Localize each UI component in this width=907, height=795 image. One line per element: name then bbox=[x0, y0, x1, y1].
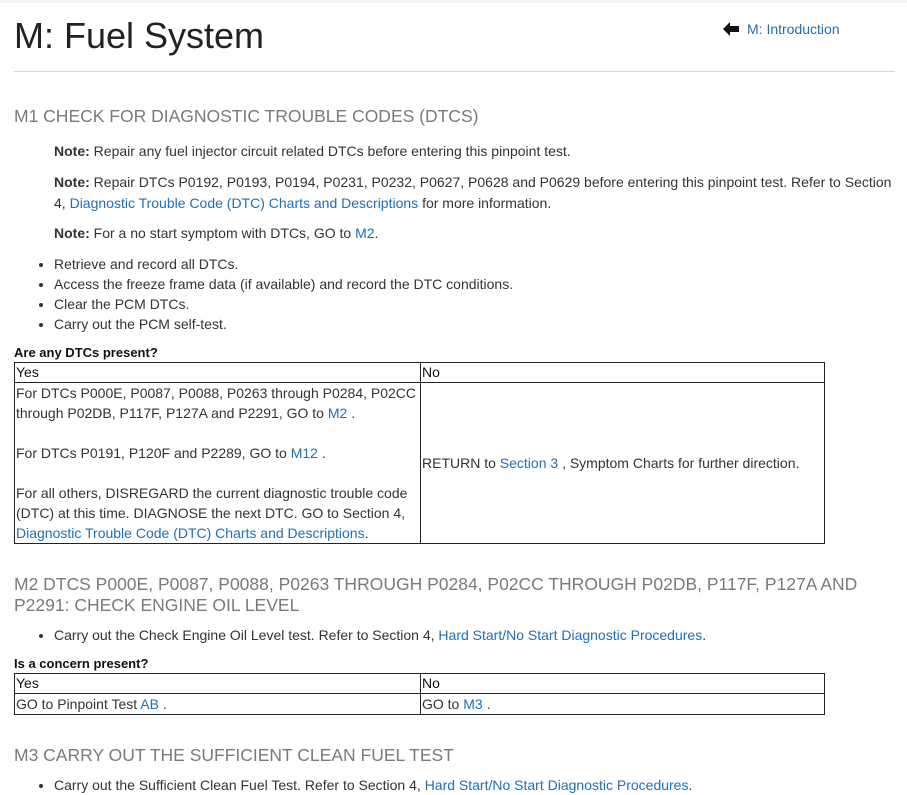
yes-p3-tail: . bbox=[364, 525, 369, 541]
question-m2: Is a concern present? bbox=[14, 656, 149, 671]
yes-p1-tail: . bbox=[351, 405, 356, 421]
note-1-text: Repair any fuel injector circuit related DTCs before entering this pinpoint test. bbox=[93, 143, 571, 159]
no-tail: . bbox=[486, 696, 491, 712]
m3-steps-list bbox=[14, 775, 894, 795]
no-text: GO to bbox=[422, 696, 460, 712]
m12-link[interactable]: M12 bbox=[290, 445, 318, 461]
m3-step-tail: . bbox=[688, 777, 693, 793]
yes-tail: . bbox=[162, 696, 167, 712]
note-2 bbox=[54, 172, 894, 214]
question-m1: Are any DTCs present? bbox=[14, 345, 158, 360]
yes-paragraph-2 bbox=[16, 443, 419, 463]
pinpoint-ab-link[interactable]: AB bbox=[140, 696, 159, 712]
yes-cell bbox=[15, 694, 421, 715]
m2-steps-list bbox=[14, 625, 894, 645]
back-link-introduction[interactable] bbox=[723, 21, 840, 37]
yes-paragraph-3 bbox=[16, 483, 419, 543]
top-border bbox=[0, 0, 907, 3]
note-1 bbox=[54, 141, 894, 162]
m2-link[interactable]: M2 bbox=[355, 225, 375, 241]
note-2-tail: for more information. bbox=[422, 195, 552, 211]
dtc-charts-link[interactable]: Diagnostic Trouble Code (DTC) Charts and Descriptions bbox=[69, 195, 419, 211]
main-content bbox=[14, 100, 894, 795]
note-3 bbox=[54, 223, 894, 244]
section-heading-m1: M1 CHECK FOR DIAGNOSTIC TROUBLE CODES (DTCS) bbox=[14, 106, 479, 126]
m3-link[interactable]: M3 bbox=[463, 696, 483, 712]
note-3-tail: . bbox=[374, 225, 379, 241]
list-item: • Access the freeze frame data (if available) and record the DTC conditions. bbox=[54, 274, 894, 294]
back-link-label[interactable]: M: Introduction bbox=[747, 21, 840, 37]
note-2-text: Repair DTCs P0192, P0193, P0194, P0231, P0232, P0627, P0628 and P0629 before entering this pinpoint test. Refer to Section 4, bbox=[54, 174, 892, 211]
section-heading-m2: M2 DTCS P000E, P0087, P0088, P0263 THROUGH P0284, P02CC THROUGH P02DB, P117F, P127A AND P2291: CHECK ENGINE OIL LEVEL bbox=[14, 574, 858, 615]
m2-result-table bbox=[14, 673, 825, 715]
hard-start-link[interactable]: Hard Start/No Start Diagnostic Procedures bbox=[424, 777, 689, 793]
note-label: Note: bbox=[54, 225, 90, 241]
dtc-charts-link[interactable]: Diagnostic Trouble Code (DTC) Charts and Descriptions bbox=[16, 525, 365, 541]
page-title: M: Fuel System bbox=[14, 15, 265, 56]
yes-text: GO to Pinpoint Test bbox=[16, 696, 138, 712]
yes-paragraph-1 bbox=[16, 383, 419, 423]
list-item: • Clear the PCM DTCs. bbox=[54, 294, 894, 314]
m1-steps-list bbox=[14, 254, 894, 334]
no-text: RETURN to bbox=[422, 455, 496, 471]
section-3-link[interactable]: Section 3 bbox=[499, 455, 559, 471]
no-tail: , Symptom Charts for further direction. bbox=[562, 455, 800, 471]
yes-p1-text: For DTCs P000E, P0087, P0088, P0263 through P0284, P02CC through P02DB, P117F, P127A and P2291, GO to bbox=[16, 385, 417, 421]
list-item bbox=[54, 625, 894, 645]
title-divider bbox=[14, 71, 895, 72]
list-item bbox=[54, 775, 894, 795]
note-label: Note: bbox=[54, 143, 90, 159]
note-3-text: For a no start symptom with DTCs, GO to bbox=[93, 225, 352, 241]
no-cell bbox=[421, 694, 825, 715]
m2-step-tail: . bbox=[702, 627, 707, 643]
section-heading-m3: M3 CARRY OUT THE SUFFICIENT CLEAN FUEL TEST bbox=[14, 745, 454, 765]
note-label: Note: bbox=[54, 174, 90, 190]
yes-p2-tail: . bbox=[321, 445, 326, 461]
m2-step-text: Carry out the Check Engine Oil Level test. Refer to Section 4, bbox=[54, 627, 435, 643]
column-header-no: No bbox=[421, 363, 825, 383]
list-item: • Carry out the PCM self-test. bbox=[54, 314, 894, 334]
arrow-left-icon bbox=[723, 22, 739, 36]
yes-p3-text: For all others, DISREGARD the current diagnostic trouble code (DTC) at this time. DIAGNOSE the next DTC. GO to Section 4, bbox=[16, 485, 408, 521]
yes-p2-text: For DTCs P0191, P120F and P2289, GO to bbox=[16, 445, 287, 461]
no-cell bbox=[421, 383, 825, 544]
m2-link[interactable]: M2 bbox=[327, 405, 348, 421]
list-item: • Retrieve and record all DTCs. bbox=[54, 254, 894, 274]
column-header-yes: Yes bbox=[15, 674, 421, 694]
hard-start-link[interactable]: Hard Start/No Start Diagnostic Procedures bbox=[438, 627, 703, 643]
column-header-yes: Yes bbox=[15, 363, 421, 383]
column-header-no: No bbox=[421, 674, 825, 694]
yes-cell bbox=[15, 383, 421, 544]
m3-step-text: Carry out the Sufficient Clean Fuel Test. Refer to Section 4, bbox=[54, 777, 421, 793]
m1-result-table bbox=[14, 362, 825, 544]
